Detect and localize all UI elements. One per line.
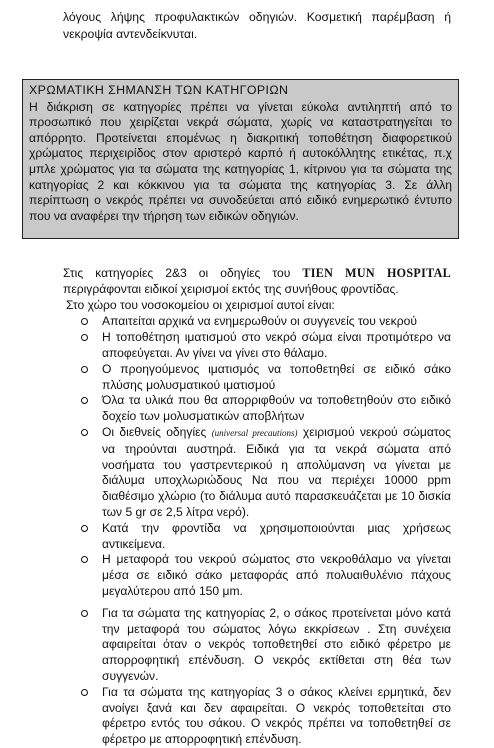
list-item: [63, 552, 451, 599]
b5-pre: Οι διεθνείς οδηγίες: [102, 424, 207, 439]
para1-post: περιγράφονται ειδικοί χειρισμοί εκτός της συνήθους φροντίδας.: [63, 281, 399, 296]
list-item-text: Κατά την φροντίδα να χρησιμοποιούνται μιας χρήσεως αντικείμενα.: [102, 520, 451, 551]
list-item: [63, 330, 451, 362]
color-coding-box: [22, 79, 459, 239]
list-item: [63, 425, 451, 521]
handling-list: [63, 314, 451, 748]
bullet-icon: [81, 318, 88, 325]
bullet-icon: [81, 556, 88, 563]
list-item-text: Για τα σώματα της κατηγορίας 2, ο σάκος προτείνεται μόνο κατά την μεταφορά του σώματος λόγω εκκρίσεων . Στη συνέχεια αφαιρείται όταν ο νεκρός τοποθετηθεί στο ειδικό φέρετρο με απορροφητική επένδυση. Ο νεκρός εκτίθεται στη θέα των συγγενών.: [102, 605, 451, 683]
bullet-icon: [81, 366, 88, 373]
bullet-icon: [81, 429, 88, 436]
hospital-name: TIEN MUN HOSPITAL: [302, 266, 451, 280]
bullet-icon: [81, 334, 88, 341]
list-item: [63, 685, 451, 748]
bullet-icon: [81, 525, 88, 532]
list-item: [63, 606, 451, 685]
intro-text: [63, 9, 451, 43]
section-intro-paragraph: [63, 266, 451, 298]
handling-section: [63, 266, 451, 748]
list-item-text: Όλα τα υλικά που θα απορριφθούν να τοποθετηθούν στο ειδικό δοχείο των μολυσματικών αποβλήτων: [102, 393, 451, 424]
intro-paragraph: λόγους λήψης προφυλακτικών οδηγιών. Κοσμετική παρέμβαση ή νεκροψία αντενδείκνυται.: [63, 10, 451, 41]
bullet-icon: [81, 610, 88, 617]
list-item: [63, 362, 451, 394]
list-item-text: Ο προηγούμενος ιματισμός να τοποθετηθεί σε ειδικό σάκο πλύσης μολυσματικού ιματισμού: [102, 361, 451, 392]
box-body: Η διάκριση σε κατηγορίες πρέπει να γίνεται εύκολα αντιληπτή από το προσωπικό που χειρίζεται νεκρά σώματα, χωρίς να καταστρατηγείται το απόρρητο. Προτείνεται επομένως η διακριτική τοποθέτηση διαφορετικού χρώματος περιχειρίδος στον αριστερό καρπό ή αυτοκόλλητης ετικέτας, π.χ μπλε χρώματος για τα σώματα της κατηγορίας 1, κίτρινου για τα σώματα της κατηγορίας 2 και κόκκινου για τα σώματα της κατηγορίας 3. Σε άλλη περίπτωση ο νεκρός πρέπει να συνοδεύεται από ειδικό ενημερωτικό έντυπο που να αναφέρει την τήρηση των ειδικών οδηγιών.: [29, 99, 452, 223]
list-item-text: Απαιτείται αρχικά να ενημερωθούν οι συγγενείς του νεκρού: [102, 314, 417, 329]
list-item-text: Η τοποθέτηση ιματισμού στο νεκρό σώμα είναι προτιμότερο να αποφεύγεται. Αν γίνει να γίνει στο θάλαμο.: [102, 330, 451, 360]
bullet-icon: [81, 689, 88, 696]
list-item-text: Για τα σώματα της κατηγορίας 3 ο σάκος κλείνει ερμητικά, δεν ανοίγει ξανά και δεν αφαιρείται. Ο νεκρός τοποθετείται στο φέρετρο εντός του σάκου. Ο νεκρός πρέπει να τοποθετηθεί σε φέρετρο με απορροφητική επένδυση.: [102, 684, 451, 747]
list-item: [63, 521, 451, 553]
bullet-icon: [81, 397, 88, 404]
list-item: [63, 393, 451, 425]
para1-pre: Στις κατηγορίες 2&3 οι οδηγίες του: [63, 266, 291, 280]
list-item-text: Η μεταφορά του νεκρού σώματος στο νεκροθάλαμο να γίνεται μέσα σε ειδικό σάκο μεταφοράς από πολυαιθυλένιο πάχους μεγαλύτερου από 150 μm.: [102, 552, 451, 598]
b5-italic: (universal precautions): [211, 427, 298, 438]
box-title: ΧΡΩΜΑΤΙΚΗ ΣΗΜΑΝΣΗ ΤΩΝ ΚΑΤΗΓΟΡΙΩΝ: [29, 83, 289, 97]
b5-post: χειρισμού νεκρού σώματος να τηρούνται αυστηρά. Ειδικά για τα νεκρά σώματα από νοσήματα του γαστρεντερικού η απολύμανση να γίνεται με διάλυμα υποχλωριώδους Να που να περιέχει 10000 ppm διαθέσιμο χλώριο (το διάλυμα αυτό παρασκευάζεται με 10 δισκία των 5 gr σε 2,5 λίτρα νερό).: [102, 424, 451, 519]
section-subtitle: Στο χώρο του νοσοκομείου οι χειρισμοί αυτοί είναι:: [66, 297, 335, 312]
list-item: [63, 314, 451, 330]
